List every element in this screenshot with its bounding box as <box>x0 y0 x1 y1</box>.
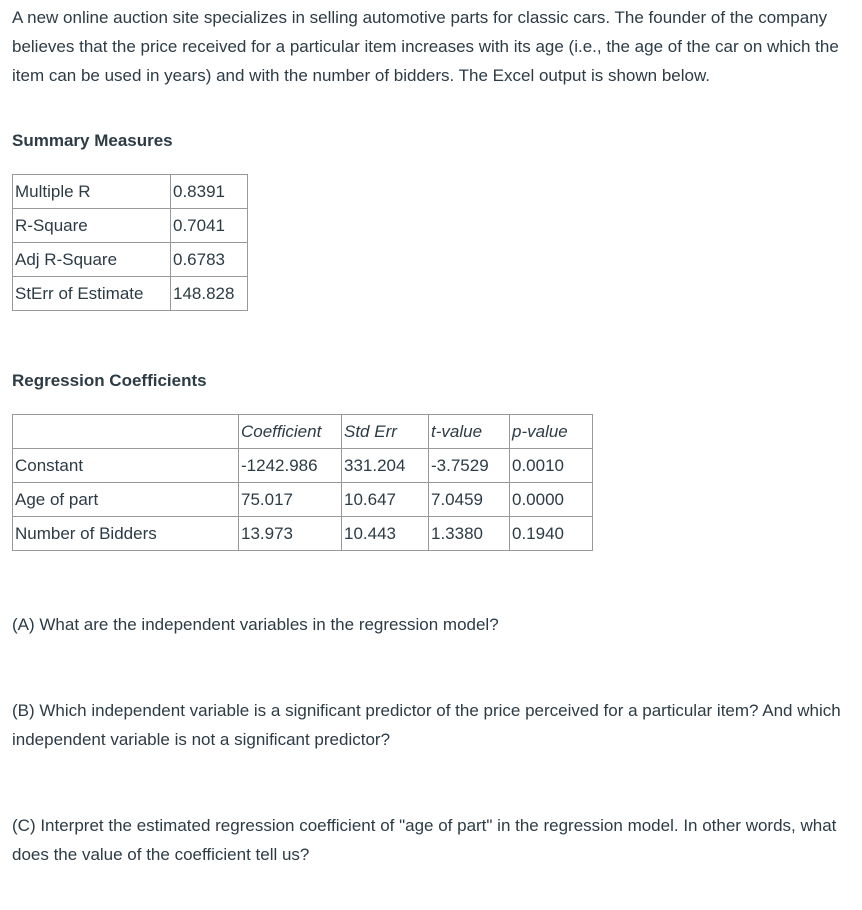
p-value-cell: 0.0010 <box>510 449 593 483</box>
coefficient-cell: -1242.986 <box>239 449 342 483</box>
table-row <box>13 517 593 551</box>
t-value-cell: -3.7529 <box>429 449 510 483</box>
table-row <box>13 243 248 277</box>
question-a: (A) What are the independent variables in the regression model? <box>12 615 499 634</box>
table-row <box>13 209 248 243</box>
table-row <box>13 277 248 311</box>
variable-name: Number of Bidders <box>13 517 239 551</box>
summary-label: Multiple R <box>13 175 171 209</box>
summary-label: StErr of Estimate <box>13 277 171 311</box>
question-b: (B) Which independent variable is a significant predictor of the price perceived for a particular item? And which independent variable is not a significant predictor? <box>12 701 841 749</box>
variable-name: Age of part <box>13 483 239 517</box>
regression-coefficients-heading: Regression Coefficients <box>12 371 207 390</box>
table-row <box>13 483 593 517</box>
coefficient-cell: 13.973 <box>239 517 342 551</box>
column-header: Coefficient <box>239 415 342 449</box>
t-value-cell: 7.0459 <box>429 483 510 517</box>
std-err-cell: 10.443 <box>342 517 429 551</box>
summary-value: 148.828 <box>171 277 248 311</box>
problem-intro: A new online auction site specializes in selling automotive parts for classic cars. The founder of the company believes that the price received for a particular item increases with its age (i.e., the age of the car on which the item can be used in years) and with the number of bidders. The Excel output is shown below. <box>12 8 839 85</box>
summary-value: 0.7041 <box>171 209 248 243</box>
t-value-cell: 1.3380 <box>429 517 510 551</box>
column-header: Std Err <box>342 415 429 449</box>
question-content <box>12 0 852 864</box>
regression-coefficients-table <box>12 414 593 551</box>
coefficient-cell: 75.017 <box>239 483 342 517</box>
column-header: p-value <box>510 415 593 449</box>
variable-name: Constant <box>13 449 239 483</box>
table-header-row <box>13 415 593 449</box>
std-err-cell: 331.204 <box>342 449 429 483</box>
std-err-cell: 10.647 <box>342 483 429 517</box>
table-row <box>13 449 593 483</box>
p-value-cell: 0.0000 <box>510 483 593 517</box>
p-value-cell: 0.1940 <box>510 517 593 551</box>
column-header: t-value <box>429 415 510 449</box>
summary-label: R-Square <box>13 209 171 243</box>
summary-value: 0.8391 <box>171 175 248 209</box>
table-row <box>13 175 248 209</box>
column-header <box>13 415 239 449</box>
summary-measures-heading: Summary Measures <box>12 131 173 150</box>
summary-value: 0.6783 <box>171 243 248 277</box>
summary-measures-table <box>12 174 248 311</box>
summary-label: Adj R-Square <box>13 243 171 277</box>
question-c: (C) Interpret the estimated regression coefficient of "age of part" in the regression model. In other words, what does the value of the coefficient tell us? <box>12 816 837 864</box>
